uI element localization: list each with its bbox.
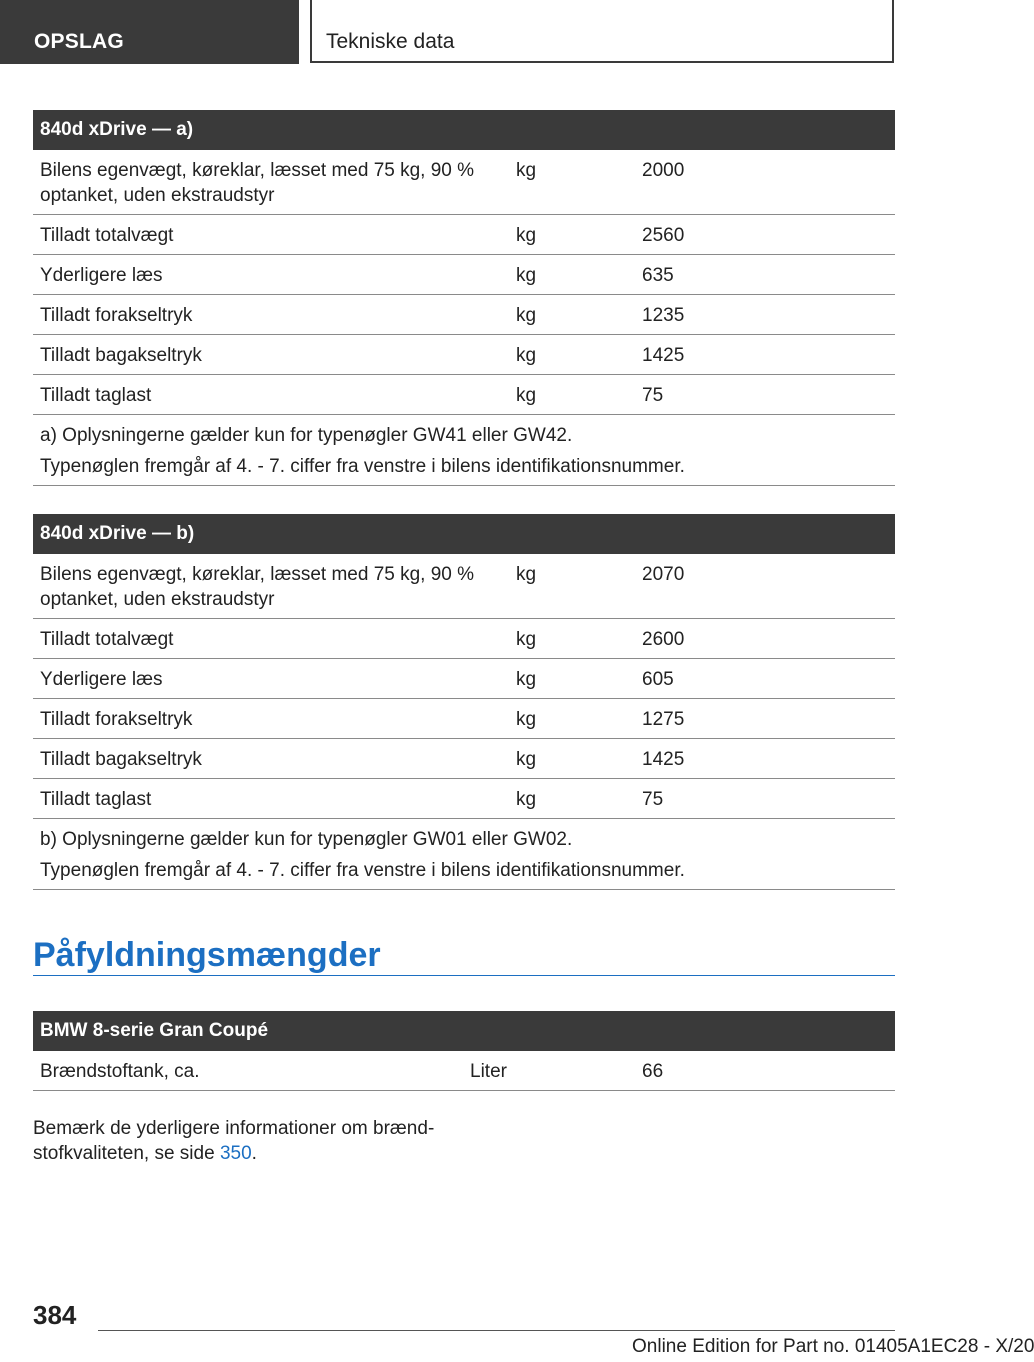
section-divider <box>33 975 895 976</box>
table-row <box>33 255 895 295</box>
footer-divider <box>98 1330 895 1331</box>
table-row <box>33 150 895 215</box>
page-reference-link[interactable]: 350 <box>219 1143 252 1164</box>
row-unit: kg <box>516 709 537 730</box>
capacity-table <box>33 1011 895 1091</box>
row-value: 1235 <box>642 305 685 326</box>
row-value: 75 <box>642 789 664 810</box>
weights-table-b <box>33 514 895 890</box>
row-unit: kg <box>516 629 537 650</box>
table-row <box>33 554 895 619</box>
row-value: 1425 <box>642 749 685 770</box>
row-label: Tilladt bagakseltryk <box>40 345 202 366</box>
table-row <box>33 335 895 375</box>
header-section-label: OPSLAG <box>34 30 124 53</box>
row-label: Brændstoftank, ca. <box>40 1061 200 1082</box>
row-value: 2070 <box>642 564 685 585</box>
row-unit: kg <box>516 789 537 810</box>
row-label: Yderligere læs <box>40 669 163 690</box>
header-chapter-label: Tekniske data <box>326 30 455 53</box>
row-unit: kg <box>516 225 537 246</box>
row-unit: kg <box>516 385 537 406</box>
row-value: 75 <box>642 385 664 406</box>
row-unit: kg <box>516 749 537 770</box>
table-row <box>33 699 895 739</box>
row-unit: kg <box>516 305 537 326</box>
table-footnote <box>33 819 895 890</box>
row-label: Tilladt forakseltryk <box>40 305 193 326</box>
row-unit: kg <box>516 160 537 181</box>
header-section-tab <box>0 0 299 64</box>
row-unit: kg <box>516 265 537 286</box>
table-row <box>33 619 895 659</box>
table-title: BMW 8-serie Gran Coupé <box>33 1011 895 1051</box>
footnote-line: Typenøglen fremgår af 4. - 7. ciffer fra venstre i bilens identifikationsnummer. <box>40 860 685 881</box>
row-unit: kg <box>516 564 537 585</box>
row-label: Tilladt bagakseltryk <box>40 749 202 770</box>
table-title: 840d xDrive — b) <box>33 514 895 554</box>
row-label: Tilladt taglast <box>40 789 152 810</box>
row-label: Tilladt totalvægt <box>40 225 174 246</box>
row-value: 66 <box>642 1061 664 1082</box>
table-row <box>33 1051 895 1091</box>
row-value: 1275 <box>642 709 685 730</box>
footnote-line: Typenøglen fremgår af 4. - 7. ciffer fra venstre i bilens identifikationsnummer. <box>40 456 685 477</box>
row-unit: kg <box>516 345 537 366</box>
footnote-line: a) Oplysningerne gælder kun for typenøgler GW41 eller GW42. <box>40 425 573 446</box>
row-value: 2600 <box>642 629 685 650</box>
table-row <box>33 779 895 819</box>
header-chapter-tab <box>310 0 894 63</box>
row-label: Bilens egenvægt, køreklar, læsset med 75 kg, 90 % optanket, uden ekstraudstyr <box>40 160 475 206</box>
table-footnote <box>33 415 895 486</box>
row-label: Tilladt forakseltryk <box>40 709 193 730</box>
row-unit: kg <box>516 669 537 690</box>
row-value: 2560 <box>642 225 685 246</box>
row-label: Tilladt taglast <box>40 385 152 406</box>
row-value: 1425 <box>642 345 685 366</box>
table-row <box>33 739 895 779</box>
row-label: Bilens egenvægt, køreklar, læsset med 75 kg, 90 % optanket, uden ekstraudstyr <box>40 564 475 610</box>
table-row <box>33 295 895 335</box>
table-row <box>33 659 895 699</box>
table-row <box>33 215 895 255</box>
row-label: Tilladt totalvægt <box>40 629 174 650</box>
page-number: 384 <box>33 1300 77 1330</box>
row-value: 2000 <box>642 160 685 181</box>
row-value: 635 <box>642 265 674 286</box>
row-label: Yderligere læs <box>40 265 163 286</box>
paragraph-line: Bemærk de yderligere informationer om brænd- <box>33 1118 435 1139</box>
footer-edition: Online Edition for Part no. 01405A1EC28 - X/20 <box>632 1336 1034 1357</box>
fuel-quality-note <box>33 1116 453 1166</box>
row-value: 605 <box>642 669 674 690</box>
table-row <box>33 375 895 415</box>
paragraph-line: stofkvaliteten, se side 350. <box>33 1143 257 1164</box>
table-title: 840d xDrive — a) <box>33 110 895 150</box>
footnote-line: b) Oplysningerne gælder kun for typenøgler GW01 eller GW02. <box>40 829 573 850</box>
weights-table-a <box>33 110 895 486</box>
section-heading: Påfyldningsmængder <box>33 936 381 974</box>
row-unit: Liter <box>470 1061 507 1082</box>
